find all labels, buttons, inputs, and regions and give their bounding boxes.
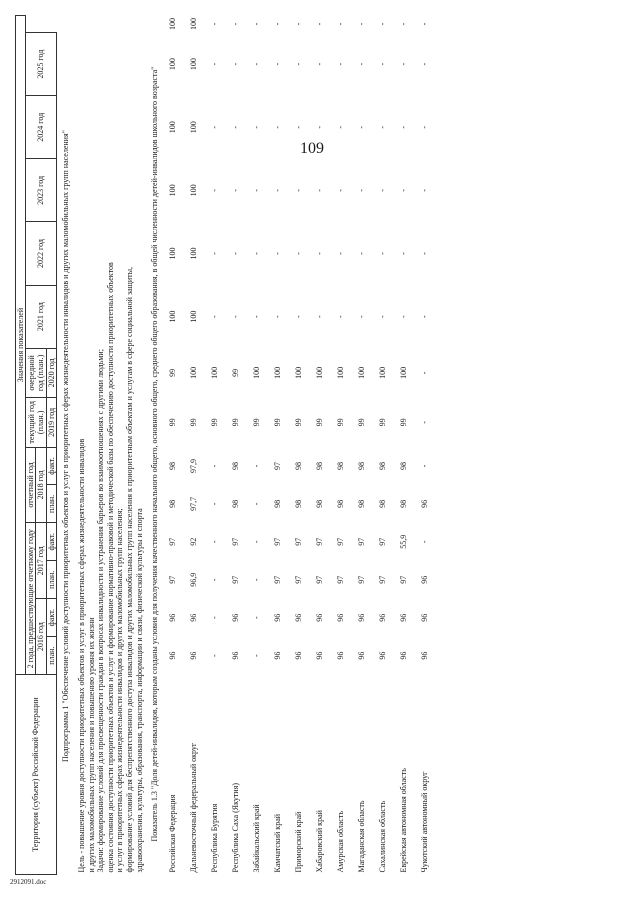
region-name: Камчатский край: [273, 813, 283, 873]
value-cell: 100: [357, 366, 367, 379]
table-row: [162, 16, 183, 875]
value-cell: -: [294, 62, 304, 66]
header-fact: факт.: [46, 523, 56, 561]
value-cell: -: [294, 252, 304, 255]
value-cell: -: [399, 62, 409, 66]
value-cell: 98: [378, 462, 388, 470]
value-cell: 98: [273, 499, 283, 508]
header-year-2022: 2022 год: [26, 222, 57, 285]
header-plan: план.: [46, 637, 56, 675]
value-cell: 96: [399, 651, 409, 660]
value-cell: -: [210, 252, 220, 255]
region-name: Приморский край: [294, 811, 304, 873]
value-cell: 100: [399, 366, 409, 379]
value-cell: -: [420, 421, 430, 424]
value-cell: -: [294, 22, 304, 26]
value-cell: 99: [168, 368, 178, 377]
value-cell: -: [315, 22, 325, 26]
header-period-next: очередной год (план.): [26, 348, 46, 397]
rotated-table-area: [15, 15, 430, 875]
value-cell: 96: [189, 613, 199, 622]
header-year-2017: 2017 год: [36, 523, 46, 599]
region-name: Амурская область: [336, 811, 346, 873]
value-cell: 100: [189, 184, 199, 197]
value-cell: -: [231, 315, 241, 318]
value-cell: 98: [315, 499, 325, 508]
value-cell: -: [399, 315, 409, 318]
value-cell: -: [210, 22, 220, 26]
value-cell: 99: [357, 418, 367, 427]
header-territory: Территория (субъект) Российской Федерации: [16, 675, 57, 875]
value-cell: -: [315, 315, 325, 318]
value-cell: -: [231, 62, 241, 66]
value-cell: -: [357, 315, 367, 318]
header-year-2021: 2021 год: [26, 285, 57, 348]
header-year-2023: 2023 год: [26, 159, 57, 222]
value-cell: 97: [336, 537, 346, 546]
value-cell: 97: [168, 575, 178, 584]
header-period-two-years: 2 года, предшествующие отчетному году: [26, 523, 36, 675]
value-cell: 96: [420, 651, 430, 660]
value-cell: -: [378, 125, 388, 129]
value-cell: -: [210, 125, 220, 129]
value-cell: 99: [231, 368, 241, 377]
value-cell: 96: [378, 651, 388, 660]
value-cell: -: [399, 189, 409, 192]
header-period-current: текущий год (план.): [26, 398, 46, 447]
goal-line: и услуг в приоритетных сферах жизнедеятельности инвалидов и других маломобильных групп населения;: [115, 508, 125, 873]
region-name: Хабаровский край: [315, 810, 325, 873]
value-cell: 96: [420, 575, 430, 584]
value-cell: -: [336, 252, 346, 255]
value-cell: -: [336, 62, 346, 66]
goal-text: [74, 16, 147, 875]
value-cell: 98: [378, 499, 388, 508]
value-cell: 96: [315, 651, 325, 660]
value-cell: 98: [231, 462, 241, 470]
value-cell: -: [294, 125, 304, 129]
value-cell: 100: [168, 247, 178, 260]
header-fact: факт.: [46, 599, 56, 637]
value-cell: -: [210, 62, 220, 66]
value-cell: -: [357, 22, 367, 26]
value-cell: 97: [378, 537, 388, 546]
value-cell: 97: [294, 537, 304, 546]
table-row: [246, 16, 267, 875]
value-cell: -: [210, 616, 220, 620]
header-values-title: Значения показателей: [16, 16, 26, 675]
value-cell: -: [252, 464, 262, 468]
value-cell: -: [231, 252, 241, 255]
value-cell: 100: [189, 58, 199, 71]
value-cell: 97: [294, 575, 304, 584]
value-cell: 98: [231, 499, 241, 508]
value-cell: 97: [273, 537, 283, 546]
value-cell: -: [231, 125, 241, 129]
value-cell: 97: [315, 575, 325, 584]
page-number: 109: [300, 140, 324, 157]
header-year-2020: 2020 год: [46, 348, 56, 397]
value-cell: -: [252, 62, 262, 66]
value-cell: 96: [273, 613, 283, 622]
value-cell: -: [252, 578, 262, 582]
value-cell: 98: [357, 462, 367, 470]
value-cell: 96: [336, 613, 346, 622]
value-cell: 96: [189, 651, 199, 660]
value-cell: -: [399, 125, 409, 129]
table-row: [267, 16, 288, 875]
region-name: Сахалинская область: [378, 800, 388, 873]
value-cell: 96: [420, 613, 430, 622]
value-cell: 99: [210, 418, 220, 427]
value-cell: -: [420, 189, 430, 192]
value-cell: 97,7: [189, 496, 199, 511]
value-cell: 98: [294, 499, 304, 508]
value-cell: 97: [399, 575, 409, 584]
value-cell: -: [315, 252, 325, 255]
value-cell: -: [420, 62, 430, 66]
value-cell: -: [399, 252, 409, 255]
value-cell: 96: [336, 651, 346, 660]
value-cell: 100: [189, 18, 199, 31]
value-cell: -: [231, 22, 241, 26]
value-cell: 100: [378, 366, 388, 379]
value-cell: 96: [357, 651, 367, 660]
value-cell: -: [420, 315, 430, 318]
value-cell: -: [252, 315, 262, 318]
value-cell: -: [210, 464, 220, 468]
value-cell: -: [294, 315, 304, 318]
value-cell: 100: [168, 184, 178, 197]
region-name: Республика Саха (Якутия): [231, 782, 241, 873]
value-cell: -: [231, 189, 241, 192]
value-cell: 96,9: [189, 572, 199, 587]
goal-line: Цель - повышение уровня доступности приоритетных объектов и услуг в приоритетных сферах жизнедеятельности инвалидов: [76, 438, 86, 873]
value-cell: 97: [357, 537, 367, 546]
value-cell: 98: [168, 499, 178, 508]
table-row: [225, 16, 246, 875]
value-cell: 99: [294, 418, 304, 427]
value-cell: -: [252, 22, 262, 26]
value-cell: 97: [315, 537, 325, 546]
value-cell: 96: [399, 613, 409, 622]
value-cell: 97: [273, 462, 283, 470]
value-cell: 99: [399, 418, 409, 427]
value-cell: 99: [336, 418, 346, 427]
value-cell: -: [210, 540, 220, 544]
value-cell: -: [252, 616, 262, 620]
indicators-table: [15, 15, 435, 875]
indicator-title: Показатель 1.3 "Доля детей-инвалидов, которым созданы условия для получения качественного начального общего, основного общего, среднего общего образования, в общей численности детей-инвалидов школьного возраста": [150, 66, 160, 842]
value-cell: -: [273, 189, 283, 192]
value-cell: -: [378, 189, 388, 192]
value-cell: -: [210, 189, 220, 192]
value-cell: -: [357, 252, 367, 255]
value-cell: -: [357, 62, 367, 66]
value-cell: -: [210, 654, 220, 657]
value-cell: -: [357, 125, 367, 129]
value-cell: 96: [378, 613, 388, 622]
header-plan: план.: [46, 561, 56, 599]
value-cell: 96: [315, 613, 325, 622]
value-cell: 100: [210, 366, 220, 379]
table-row: [351, 16, 372, 875]
region-name: Забайкальский край: [252, 804, 262, 873]
value-cell: 97: [336, 575, 346, 584]
value-cell: 100: [189, 121, 199, 134]
value-cell: -: [252, 540, 262, 544]
goal-line: здравоохранения, культуры, образования, транспорта, информации и связи, физической культуры и спорта: [134, 508, 144, 873]
table-row: [183, 16, 204, 875]
goal-line: формирование условий для беспрепятственного доступа инвалидов и других маломобильных групп населения к приоритетным объектам и услугам в сфере социальной защиты,: [124, 267, 134, 873]
value-cell: -: [315, 189, 325, 192]
value-cell: 100: [168, 18, 178, 31]
value-cell: -: [378, 22, 388, 26]
value-cell: -: [252, 125, 262, 129]
value-cell: 96: [294, 651, 304, 660]
subprogram-title: Подпрограмма 1 "Обеспечение условий доступности приоритетных объектов и услуг в приоритетных сферах жизнедеятельности инвалидов и других маломобильных групп населения": [60, 130, 70, 762]
value-cell: 97: [231, 575, 241, 584]
value-cell: -: [210, 502, 220, 506]
value-cell: 100: [294, 366, 304, 379]
value-cell: -: [252, 654, 262, 657]
value-cell: -: [336, 22, 346, 26]
region-name: Дальневосточный федеральный округ: [189, 742, 199, 873]
value-cell: -: [420, 252, 430, 255]
value-cell: -: [357, 189, 367, 192]
value-cell: 97: [357, 575, 367, 584]
value-cell: -: [336, 315, 346, 318]
table-row: [330, 16, 351, 875]
region-name: Чукотский автономный округ: [420, 771, 430, 873]
value-cell: 98: [336, 499, 346, 508]
value-cell: -: [273, 315, 283, 318]
value-cell: 96: [231, 651, 241, 660]
value-cell: 99: [252, 418, 262, 427]
value-cell: 55,9: [399, 534, 409, 549]
value-cell: 97: [378, 575, 388, 584]
goal-line: Задачи: формирование условий для просвещенности граждан в вопросах инвалидности и устранения барьеров во взаимоотношениях с другими людьми;: [96, 349, 106, 873]
value-cell: -: [210, 315, 220, 318]
value-cell: 96: [273, 651, 283, 660]
value-cell: 96: [420, 499, 430, 508]
value-cell: -: [273, 252, 283, 255]
value-cell: 98: [357, 499, 367, 508]
table-row: [372, 16, 393, 875]
value-cell: -: [399, 22, 409, 26]
value-cell: -: [378, 315, 388, 318]
value-cell: 99: [315, 418, 325, 427]
value-cell: 100: [168, 121, 178, 134]
table-row: [414, 16, 435, 875]
value-cell: -: [252, 252, 262, 255]
value-cell: 100: [189, 310, 199, 323]
value-cell: 100: [168, 310, 178, 323]
value-cell: 98: [168, 462, 178, 470]
value-cell: -: [336, 189, 346, 192]
value-cell: 97: [273, 575, 283, 584]
value-cell: -: [273, 125, 283, 129]
value-cell: 100: [315, 366, 325, 379]
value-cell: 99: [273, 418, 283, 427]
value-cell: 97: [231, 537, 241, 546]
header-year-2016: 2016 год: [36, 599, 46, 675]
header-year-2018: 2018 год: [36, 447, 46, 523]
value-cell: 99: [378, 418, 388, 427]
header-fact: факт.: [46, 447, 56, 485]
value-cell: -: [252, 189, 262, 192]
value-cell: -: [210, 578, 220, 582]
table-row: [393, 16, 414, 875]
value-cell: -: [294, 189, 304, 192]
value-cell: 99: [231, 418, 241, 427]
value-cell: 99: [189, 418, 199, 427]
value-cell: 96: [168, 613, 178, 622]
value-cell: 96: [357, 613, 367, 622]
region-name: Российская Федерация: [168, 794, 178, 873]
value-cell: 100: [189, 247, 199, 260]
value-cell: 96: [231, 613, 241, 622]
footer-filename: 2912091.doc: [10, 878, 47, 886]
value-cell: -: [420, 22, 430, 26]
value-cell: 100: [336, 366, 346, 379]
value-cell: 100: [252, 366, 262, 379]
header-period-reporting: отчетный год: [26, 447, 36, 523]
value-cell: 98: [336, 462, 346, 470]
table-row: [309, 16, 330, 875]
value-cell: -: [252, 502, 262, 506]
header-plan: план.: [46, 485, 56, 523]
value-cell: 100: [273, 366, 283, 379]
value-cell: -: [420, 464, 430, 468]
value-cell: 97: [168, 537, 178, 546]
value-cell: 96: [294, 613, 304, 622]
value-cell: -: [420, 540, 430, 544]
region-name: Еврейская автономная область: [399, 768, 409, 873]
value-cell: -: [315, 62, 325, 66]
goal-line: и других маломобильных групп населения и повышению уровня их жизни: [86, 617, 96, 873]
table-row: [204, 16, 225, 875]
region-name: Республика Бурятия: [210, 803, 220, 873]
value-cell: 98: [399, 499, 409, 508]
value-cell: -: [273, 62, 283, 66]
header-year-2019: 2019 год: [46, 398, 56, 447]
value-cell: 96: [168, 651, 178, 660]
value-cell: 100: [168, 58, 178, 71]
value-cell: -: [273, 22, 283, 26]
header-year-2025: 2025 год: [26, 33, 57, 96]
value-cell: -: [378, 62, 388, 66]
table-row: [288, 16, 309, 875]
value-cell: 100: [189, 366, 199, 379]
value-cell: -: [336, 125, 346, 129]
value-cell: 98: [294, 462, 304, 470]
value-cell: -: [378, 252, 388, 255]
value-cell: 98: [315, 462, 325, 470]
value-cell: 97,9: [189, 459, 199, 473]
goal-line: оценка состояния доступности приоритетных объектов и услуг и формирование нормативно-правовой и методической базы по обеспечению доступности приоритетных объектов: [105, 262, 115, 873]
value-cell: -: [315, 125, 325, 129]
region-name: Магаданская область: [357, 800, 367, 873]
header-year-2024: 2024 год: [26, 96, 57, 159]
value-cell: -: [420, 125, 430, 129]
value-cell: 92: [189, 537, 199, 546]
value-cell: 98: [399, 462, 409, 470]
value-cell: -: [420, 371, 430, 375]
value-cell: 99: [168, 418, 178, 427]
